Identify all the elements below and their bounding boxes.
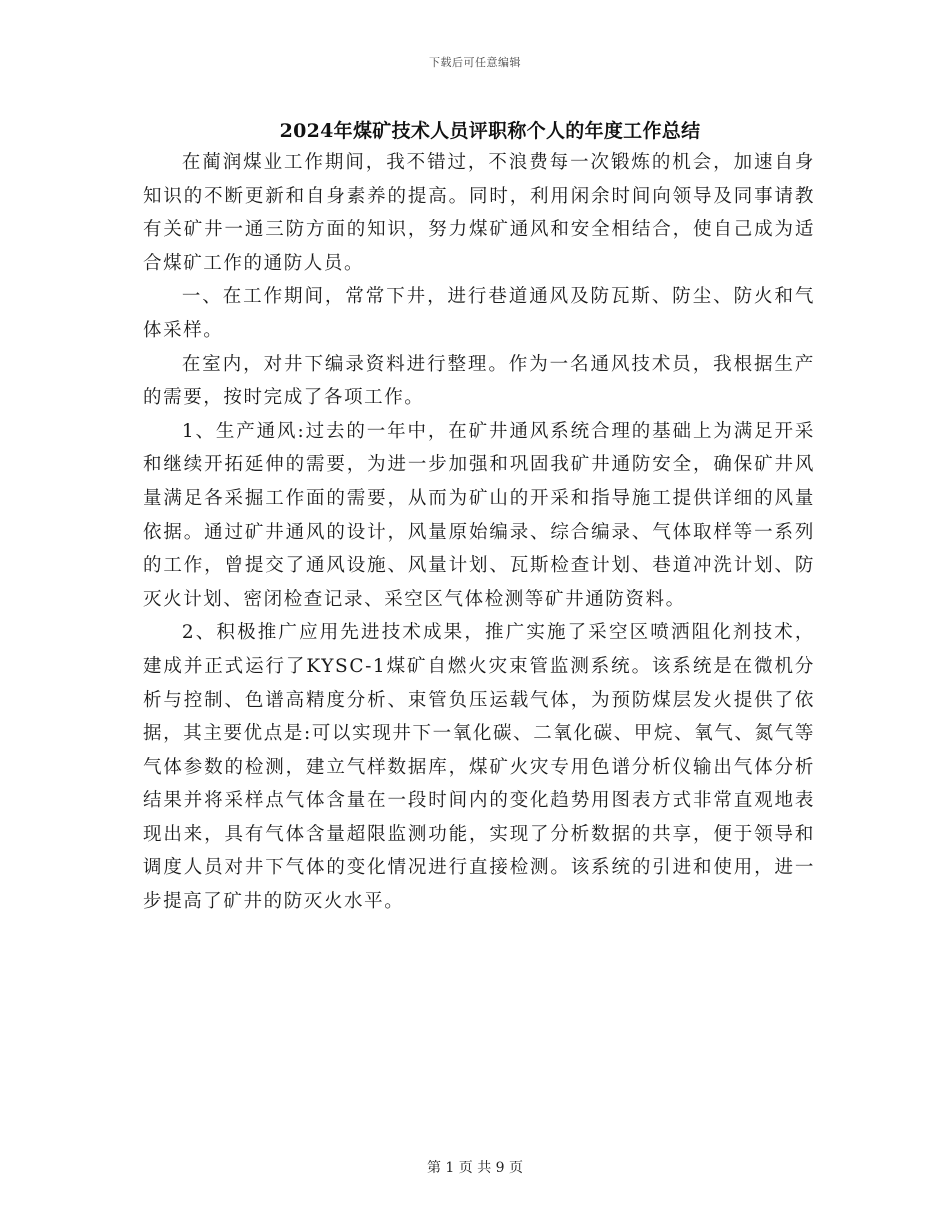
document-title: 2024年煤矿技术人员评职称个人的年度工作总结 bbox=[279, 120, 701, 142]
paragraph-production-ventilation: 1、生产通风:过去的一年中，在矿井通风系统合理的基础上为满足开采和继续开拓延伸的需要，为进一步加强和巩固我矿井通防安全，确保矿井风量满足各采掘工作面的需要，从而为矿山的开采和指导施工提供详细的风量依据。通过矿井通风的设计，风量原始编录、综合编录、气体取样等一系列的工作，曾提交了通风设施、风量计划、瓦斯检查计划、巷道冲洗计划、防灭火计划、密闭检查记录、采空区气体检测等矿井通防资料。 bbox=[143, 420, 815, 610]
page-header-note: 下载后可任意编辑 bbox=[429, 56, 521, 69]
paragraph-section-one: 一、在工作期间，常常下井，进行巷道通风及防瓦斯、防尘、防火和气体采样。 bbox=[143, 286, 815, 341]
page-number: 第 1 页 共 9 页 bbox=[426, 1160, 524, 1176]
paragraph-intro: 在蔺润煤业工作期间，我不错过，不浪费每一次锻炼的机会，加速自身知识的不断更新和自身素养的提高。同时，利用闲余时间向领导及同事请教有关矿井一通三防方面的知识，努力煤矿通风和安全相结合，使自己成为适合煤矿工作的通防人员。 bbox=[143, 152, 815, 274]
paragraph-technology-promotion: 2、积极推广应用先进技术成果，推广实施了采空区喷洒阻化剂技术，建成并正式运行了KYSC-1煤矿自燃火灾束管监测系统。该系统是在微机分析与控制、色谱高精度分析、束管负压运载气体，为预防煤层发火提供了依据，其主要优点是:可以实现井下一氧化碳、二氧化碳、甲烷、氧气、氮气等气体参数的检测，建立气样数据库，煤矿火灾专用色谱分析仪输出气体分析结果并将采样点气体含量在一段时间内的变化趋势用图表方式非常直观地表现出来，具有气体含量超限监测功能，实现了分析数据的共享，便于领导和调度人员对井下气体的变化情况进行直接检测。该系统的引进和使用，进一步提高了矿井的防灭火水平。 bbox=[143, 622, 815, 913]
document-body bbox=[143, 146, 815, 919]
paragraph-indoor-work: 在室内，对井下编录资料进行整理。作为一名通风技术员，我根据生产的需要，按时完成了各项工作。 bbox=[143, 353, 815, 409]
